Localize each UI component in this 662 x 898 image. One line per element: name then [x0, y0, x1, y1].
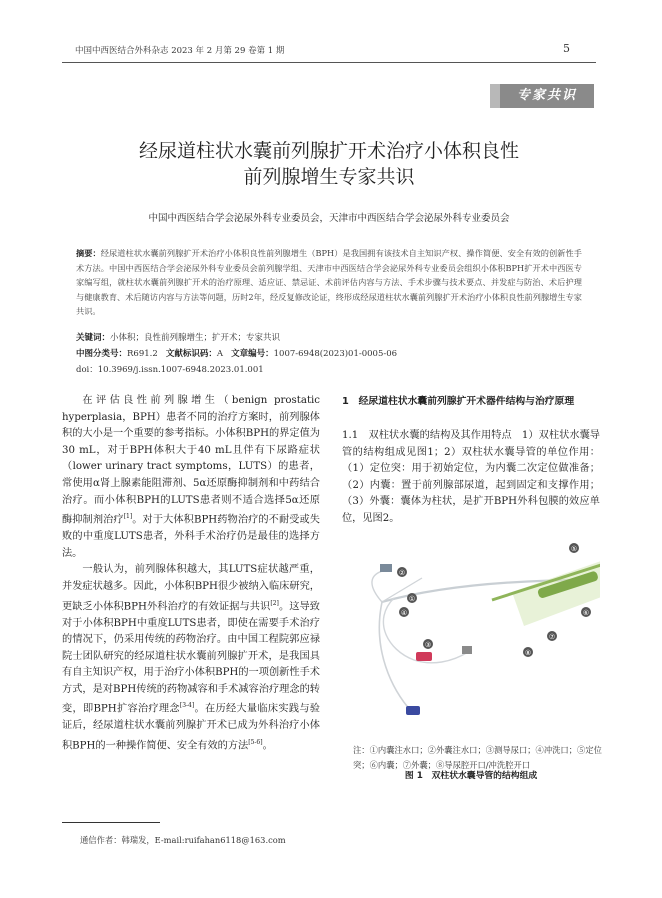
article-title-line-1: 经尿道柱状水囊前列腺扩开术治疗小体积良性 [138, 140, 519, 162]
doi: doi：10.3969/j.issn.1007-6948.2023.01.001 [76, 365, 264, 375]
svg-text:④: ④ [400, 609, 408, 617]
keywords-label: 关键词： [76, 333, 111, 343]
author-list: 中国中西医结合学会泌尿外科专业委员会，天津市中西医结合学会泌尿外科专业委员会 [148, 213, 510, 224]
figure-1-caption: 图 1 双柱状水囊导管的结构组成 [404, 771, 538, 781]
marker-5 [569, 543, 579, 553]
article-number-value: 1007-6948(2023)01-0005-06 [273, 349, 398, 359]
paragraph-2 [62, 562, 320, 755]
paragraph-1 [62, 393, 320, 562]
svg-text:③: ③ [424, 641, 432, 649]
catheter-tube-upper [372, 570, 386, 602]
classification-line [76, 347, 397, 359]
section-1-1-paragraph: 1.1 双柱状水囊的结构及其作用特点 1）双柱状水囊导管的结构组成见图1；2）双柱状水囊导管的单位作用：（1）定位突：用于初始定位，为内囊二次定位做准备；（2）内囊：置于前列腺部尿道，起到固定和支撑作用；（3）外囊：囊体为柱状，是扩开BPH外科包膜的效应单位，见图2。 [342, 430, 600, 524]
figure-1-catheter-illustration [342, 540, 600, 736]
section-badge-label: 专家共识 [516, 88, 577, 103]
paragraph-2-text-c: 。在历经大量临床实践与验证后，经尿道柱状水囊前列腺扩开术已成为外科治疗小体积BPH的一种操作简便、安全有效的方法 [62, 703, 320, 752]
marker-7 [547, 631, 557, 641]
section-1-heading: 1 经尿道柱状水囊前列腺扩开术器件结构与治疗原理 [342, 396, 575, 407]
clc-label: 中图分类号： [76, 349, 128, 359]
header-rule [62, 62, 596, 63]
paragraph-1-text-a: 在评估良性前列腺增生（benign prostatic hyperplasia，BPH）患者不同的治疗方案时，前列腺体积的大小是一个重要的参考指标。小体积BPH的界定值为30 mL，对于BPH体积大于40 mL且伴有下尿路症状（lower urinary tract symptoms，LUTS）的患者，常使用α肾上腺素能阻滞剂、5α还原酶抑制剂和中药结合治疗。而小体积BPH的LUTS患者则不适合选择5α还原酶抑制剂治疗 [62, 395, 320, 526]
connector-red [416, 652, 432, 661]
running-header: 中国中西医结合外科杂志 2023 年 2 月第 29 卷第 1 期 [75, 46, 285, 56]
abstract-text: 经尿道柱状水囊前列腺扩开术治疗小体积良性前列腺增生（BPH）是我国拥有该技术自主知识产权、操作简便、安全有效的创新性手术方法。中国中西医结合学会泌尿外科专业委员会前列腺学组、天津市中西医结合学会泌尿外科专业委员会组织小体积BPH扩开术中西医专家编写组，就柱状水囊前列腺扩开术的治疗原理、适应证、禁忌证、术前评估内容与方法、手术步骤与技术要点、并发症与防治、术后护理与健康教育、术后随访内容与方法等问题，历时2年，经反复修改论证，终形成经尿道柱状水囊前列腺扩开术治疗小体积良性前列腺增生专家共识。 [76, 248, 582, 316]
citation-3-4[interactable]: [3-4] [179, 702, 195, 710]
paragraph-2-text-b: 。这导致对于小体积BPH中重度LUTS患者，即使在需要手术治疗的情况下，仍采用传统的药物治疗。由中国工程院郭应禄院士团队研究的经尿道柱状水囊前列腺扩开术，是我国具有自主知识产权，用于治疗小体积BPH的一项创新性手术方式，是对BPH传统的药物减容和手术减容治疗理念的转变，即BPH扩容治疗理念 [62, 600, 320, 715]
page-number: 5 [563, 42, 570, 55]
abstract [76, 246, 582, 319]
right-column [342, 428, 600, 528]
left-column [62, 393, 320, 755]
corresponding-author-footnote: 通信作者：韩瑞发，E-mail:ruifahan6118@163.com [80, 835, 286, 845]
section-badge [500, 84, 594, 108]
connector-blue [406, 706, 420, 715]
paragraph-2-text-a: 一般认为，前列腺体积越大，其LUTS症状越严重，并发症状越多。因此，小体积BPH很少被纳入临床研究，更缺乏小体积BPH外科治疗的有效证据与共识 [62, 564, 320, 612]
article-title [62, 138, 596, 190]
connector-top [380, 564, 392, 572]
svg-text:①: ① [408, 595, 416, 603]
citation-5-6[interactable]: [5-6] [248, 739, 263, 747]
connector-gray [462, 646, 472, 654]
figure-1-note: 注：①内囊注水口；②外囊注水口；③测导尿口；④冲洗口；⑤定位突；⑥内囊；⑦外囊；⑧导尿腔开口/冲洗腔开口 [353, 745, 602, 770]
svg-text:②: ② [398, 569, 406, 577]
keywords [76, 331, 280, 343]
paragraph-1-text-b: 。对于大体积BPH药物治疗的不耐受或失败的中重度LUTS患者，外科手术治疗仍是最佳的选择方法。 [62, 514, 320, 559]
marker-8 [523, 647, 533, 657]
marker-4 [399, 607, 409, 617]
doc-code-label: 文献标识码： [165, 349, 217, 359]
abstract-label: 摘要： [76, 248, 101, 258]
citation-1[interactable]: [1] [123, 513, 133, 521]
svg-text:⑦: ⑦ [548, 633, 556, 641]
clc-value: R691.2 [127, 349, 158, 359]
svg-text:⑧: ⑧ [524, 649, 532, 657]
svg-text:⑥: ⑥ [582, 609, 590, 617]
svg-text:⑤: ⑤ [570, 545, 578, 553]
marker-1 [407, 593, 417, 603]
keywords-text: 小体积；良性前列腺增生；扩开术；专家共识 [110, 333, 281, 343]
marker-6 [581, 607, 591, 617]
marker-2 [397, 567, 407, 577]
marker-3 [423, 639, 433, 649]
paragraph-2-text-d: 。 [262, 740, 273, 752]
article-number-label: 文章编号： [231, 349, 274, 359]
citation-2[interactable]: [2] [270, 599, 279, 607]
doc-code-value: A [216, 349, 224, 359]
footnote-rule [62, 822, 160, 823]
article-title-line-2: 前列腺增生专家共识 [243, 166, 415, 188]
